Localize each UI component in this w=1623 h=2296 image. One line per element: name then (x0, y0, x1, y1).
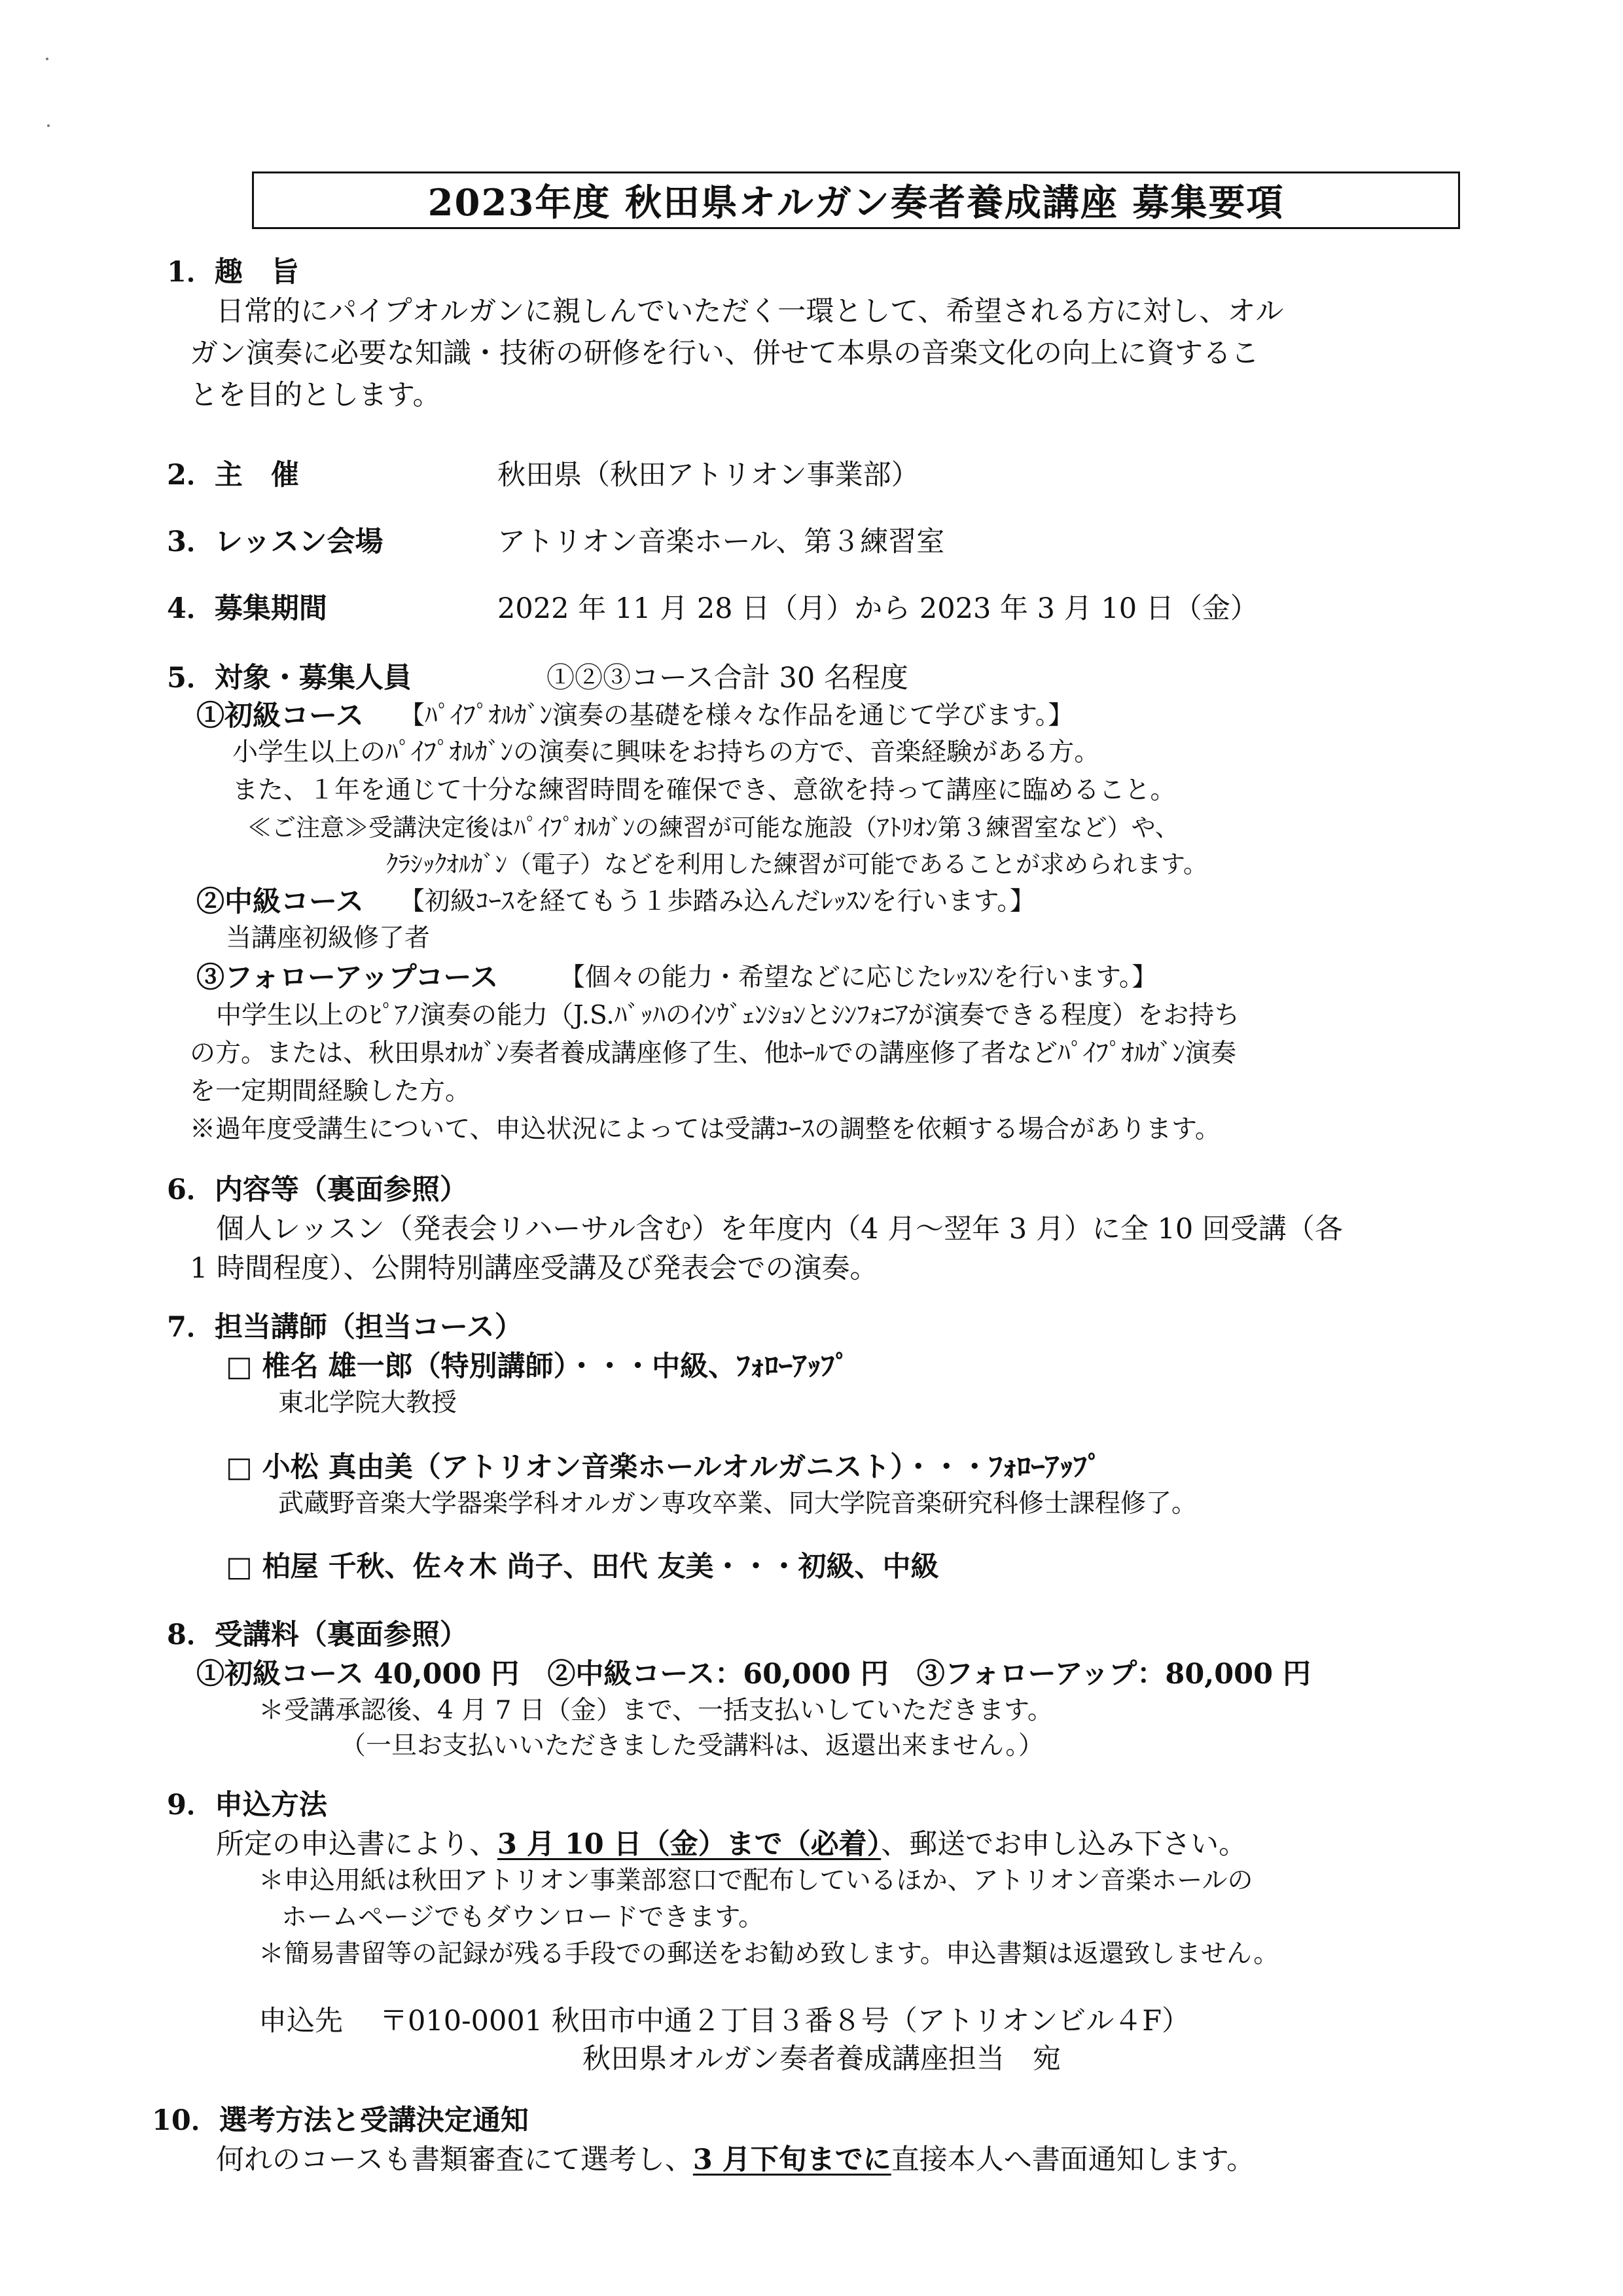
address-label: 申込先 (259, 2005, 343, 2037)
course-2-note: 【初級ｺｰｽを経てもう１歩踏み込んだﾚｯｽﾝを行います。】 (399, 887, 1035, 916)
section-3-heading: 3．レッスン会場 (167, 526, 383, 558)
address-line: 秋田県オルガン奏者養成講座担当 宛 (582, 2043, 1061, 2075)
section-9-note: ホームページでもダウンロードできます。 (281, 1903, 764, 1932)
section-2-heading: 2．主 催 (167, 459, 299, 492)
section-9-heading: 9．申込方法 (167, 1789, 327, 1821)
selection-text: 直接本人へ書面通知します。 (891, 2144, 1255, 2176)
section-8-heading: 8．受講料（裏面参照） (167, 1619, 468, 1651)
section-5-summary: ①②③コース合計 30 名程度 (546, 662, 908, 694)
section-1-line: とを目的とします。 (190, 379, 441, 412)
course-3-line: 中学生以上のﾋﾟｱﾉ演奏の能力（J.S.ﾊﾞｯﾊのｲﾝｳﾞｪﾝｼｮﾝとｼﾝﾌｫﾆｱが演奏できる程度）をお持ち (216, 1001, 1240, 1030)
course-3-note: 【個々の能力・希望などに応じたﾚｯｽﾝを行います。】 (560, 963, 1158, 992)
section-5-remark: ※過年度受講生について、申込状況によっては受講ｺｰｽの調整を依頼する場合があります。 (190, 1115, 1221, 1144)
section-9-note: ＊申込用紙は秋田アトリオン事業部窓口で配布しているほか、アトリオン音楽ホールの (259, 1866, 1253, 1895)
course-1-line: 小学生以上のﾊﾟｲﾌﾟｵﾙｶﾞﾝの演奏に興味をお持ちの方で、音楽経験がある方。 (232, 738, 1100, 767)
page-title: 2023年度 秋田県オルガン奏者養成講座 募集要項 (252, 171, 1460, 229)
teacher-3-name: □ 柏屋 千秋、佐々木 尚子、田代 友美・・・初級、中級 (226, 1551, 939, 1583)
section-6-line: 1 時間程度）、公開特別講座受講及び発表会での演奏。 (190, 1252, 878, 1285)
teacher-1-name: □ 椎名 雄一郎（特別講師）・・・中級、ﾌｫﾛｰｱｯﾌﾟ (226, 1350, 849, 1383)
section-6-line: 個人レッスン（発表会リハーサル含む）を年度内（4 月～翌年 3 月）に全 10 回受講（各 (216, 1213, 1343, 1246)
section-9-note: ＊簡易書留等の記録が残る手段での郵送をお勧め致します。申込書類は返還致しません。 (259, 1939, 1279, 1969)
section-1-line: 日常的にパイプオルガンに親しんでいただく一環として、希望される方に対し、オル (216, 295, 1284, 328)
section-9-line (216, 1826, 1247, 1863)
course-3-line: の方。または、秋田県ｵﾙｶﾞﾝ奏者養成講座修了生、他ﾎｰﾙでの講座修了者などﾊﾟｲﾌﾟｵﾙｶﾞﾝ演奏 (190, 1039, 1237, 1068)
fee-note-2: （一旦お支払いいただきました受講料は、返還出来ません。） (340, 1731, 1044, 1761)
section-1-heading: 1．趣 旨 (167, 256, 299, 289)
teacher-2-name: □ 小松 真由美（アトリオン音楽ホールオルガニスト）・・・ﾌｫﾛｰｱｯﾌﾟ (226, 1451, 1101, 1484)
address-line: 〒010-0001 秋田市中通２丁目３番８号（アトリオンビル４F） (380, 2005, 1190, 2037)
selection-deadline: 3 月下旬までに (692, 2144, 891, 2176)
teacher-1-note: 東北学院大教授 (278, 1388, 457, 1418)
fee-note-1: ＊受講承認後、4 月 7 日（金）まで、一括支払いしていただきます。 (259, 1696, 1053, 1725)
apply-text: 所定の申込書により、 (216, 1828, 497, 1861)
course-3-line: を一定期間経験した方。 (190, 1077, 471, 1106)
section-7-heading: 7．担当講師（担当コース） (167, 1311, 523, 1344)
section-5-heading: 5．対象・募集人員 (167, 662, 412, 694)
section-1-line: ガン演奏に必要な知識・技術の研修を行い、併せて本県の音楽文化の向上に資するこ (190, 337, 1259, 370)
course-2-line: 当講座初級修了者 (226, 924, 431, 953)
section-10-heading: 10．選考方法と受講決定通知 (152, 2104, 529, 2137)
course-1-note: 【ﾊﾟｲﾌﾟｵﾙｶﾞﾝ演奏の基礎を様々な作品を通じて学びます。】 (399, 701, 1074, 730)
section-4-value: 2022 年 11 月 28 日（月）から 2023 年 3 月 10 日（金） (497, 592, 1258, 625)
section-3-value: アトリオン音楽ホール、第３練習室 (497, 526, 945, 558)
section-2-value: 秋田県（秋田アトリオン事業部） (497, 459, 919, 492)
section-10-line (216, 2142, 1255, 2178)
fee-list: ①初級コース 40,000 円 ②中級コース：60,000 円 ③フォローアップ：80,000 円 (196, 1658, 1311, 1691)
course-1-line: また、１年を通じて十分な練習時間を確保でき、意欲を持って講座に臨めること。 (232, 776, 1176, 805)
course-1-title: ①初級コース (196, 700, 364, 732)
section-6-heading: 6．内容等（裏面参照） (167, 1174, 468, 1206)
scan-speck (47, 124, 50, 127)
scan-speck (46, 58, 48, 60)
section-4-heading: 4．募集期間 (167, 592, 327, 625)
course-2-title: ②中級コース (196, 886, 364, 918)
course-3-title: ③フォローアップコース (196, 961, 499, 994)
teacher-2-note: 武蔵野音楽大学器楽学科オルガン専攻卒業、同大学院音楽研究科修士課程修了。 (278, 1489, 1198, 1518)
course-1-caution: ≪ご注意≫受講決定後はﾊﾟｲﾌﾟｵﾙｶﾞﾝの練習が可能な施設（ｱﾄﾘｵﾝ第３練習室など）や、 (247, 814, 1179, 842)
apply-deadline: 3 月 10 日（金）まで（必着） (497, 1828, 882, 1861)
course-1-caution: ｸﾗｼｯｸｵﾙｶﾞﾝ（電子）などを利用した練習が可能であることが求められます。 (386, 850, 1208, 878)
apply-text: 、郵送でお申し込み下さい。 (881, 1828, 1247, 1861)
selection-text: 何れのコースも書類審査にて選考し、 (216, 2144, 693, 2176)
